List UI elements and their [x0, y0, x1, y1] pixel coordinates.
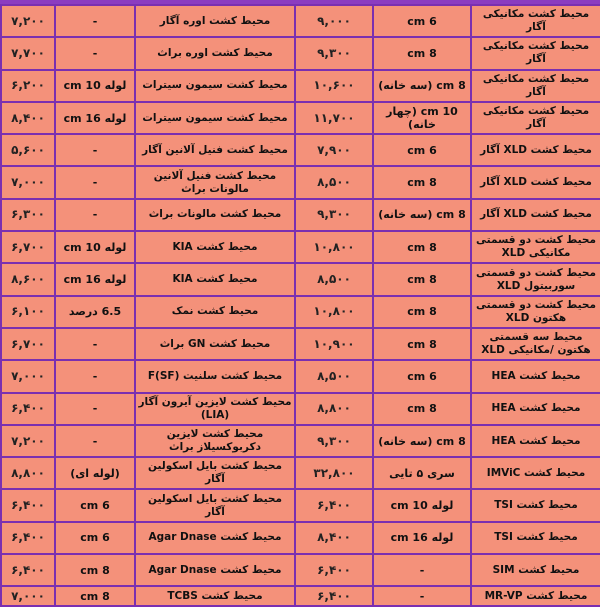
right-price: ۱۰,۸۰۰ — [295, 296, 373, 328]
right-price: ۶,۴۰۰ — [295, 586, 373, 606]
right-size: 8 cm (سه خانه) — [373, 425, 471, 457]
left-size: - — [55, 5, 135, 37]
right-price: ۳۲,۸۰۰ — [295, 457, 373, 489]
left-size: (لوله ای) — [55, 457, 135, 489]
right-product-name: محیط کشت MR-VP — [471, 586, 600, 606]
left-product-name: محیط کشت فنیل آلانین آگار — [135, 134, 295, 166]
left-product-name: محیط کشت سلنیت (SF)F — [135, 360, 295, 392]
left-size: 8 cm — [55, 586, 135, 606]
left-size: - — [55, 134, 135, 166]
left-price: ۷,۰۰۰ — [1, 360, 55, 392]
left-price: ۸,۸۰۰ — [1, 457, 55, 489]
right-size: - — [373, 586, 471, 606]
table-row — [1, 166, 600, 198]
left-product-name: محیط کشت فنیل آلانین مالونات براث — [135, 166, 295, 198]
left-product-name: محیط کشت KIA — [135, 231, 295, 263]
table-row — [1, 70, 600, 102]
left-price: ۶,۴۰۰ — [1, 522, 55, 554]
table-row — [1, 425, 600, 457]
table-row — [1, 360, 600, 392]
left-product-name: محیط کشت بایل اسکولین آگار — [135, 489, 295, 521]
right-price: ۹,۳۰۰ — [295, 425, 373, 457]
left-product-name: محیط کشت لایزین آیرون آگار (LIA) — [135, 393, 295, 425]
right-size: 6 cm — [373, 134, 471, 166]
right-size: 6 cm — [373, 360, 471, 392]
right-size: 8 cm (سه خانه) — [373, 70, 471, 102]
left-product-name: محیط کشت سیمون سیترات — [135, 70, 295, 102]
right-size: 8 cm — [373, 166, 471, 198]
left-price: ۷,۲۰۰ — [1, 5, 55, 37]
right-product-name: محیط کشت SIM — [471, 554, 600, 586]
right-price: ۸,۵۰۰ — [295, 263, 373, 295]
left-size: - — [55, 199, 135, 231]
right-product-name: محیط کشت TSI — [471, 489, 600, 521]
left-size: 8 cm — [55, 554, 135, 586]
left-price: ۷,۰۰۰ — [1, 586, 55, 606]
left-product-name: محیط کشت لایزین دکربوکسیلاز براث — [135, 425, 295, 457]
right-size: 8 cm — [373, 231, 471, 263]
left-size: لوله 10 cm — [55, 70, 135, 102]
right-price: ۸,۵۰۰ — [295, 360, 373, 392]
left-price: ۶,۱۰۰ — [1, 296, 55, 328]
table-row — [1, 328, 600, 360]
left-product-name: محیط کشت بایل اسکولین آگار — [135, 457, 295, 489]
right-product-name: محیط سه قسمتی هکتون /مکانیکی XLD — [471, 328, 600, 360]
left-price: ۶,۴۰۰ — [1, 489, 55, 521]
right-price: ۹,۳۰۰ — [295, 199, 373, 231]
right-product-name: محیط کشت مکانیکی آگار — [471, 70, 600, 102]
left-product-name: محیط کشت اوره براث — [135, 37, 295, 69]
right-price: ۸,۵۰۰ — [295, 166, 373, 198]
table-row — [1, 522, 600, 554]
right-size: 8 cm — [373, 393, 471, 425]
right-product-name: محیط کشت HEA — [471, 425, 600, 457]
right-price: ۱۱,۷۰۰ — [295, 102, 373, 134]
right-size: 10 cm (چهار خانه) — [373, 102, 471, 134]
right-size: 8 cm — [373, 37, 471, 69]
right-price: ۱۰,۸۰۰ — [295, 231, 373, 263]
left-price: ۶,۲۰۰ — [1, 70, 55, 102]
left-product-name: محیط کشت سیمون سیترات — [135, 102, 295, 134]
left-price: ۷,۷۰۰ — [1, 37, 55, 69]
left-size: - — [55, 166, 135, 198]
left-price: ۸,۶۰۰ — [1, 263, 55, 295]
left-price: ۷,۲۰۰ — [1, 425, 55, 457]
right-product-name: محیط کشت مکانیکی آگار — [471, 102, 600, 134]
right-size: 8 cm — [373, 263, 471, 295]
left-size: لوله 16 cm — [55, 263, 135, 295]
right-product-name: محیط کشت دو قسمتی هکتون XLD — [471, 296, 600, 328]
left-size: - — [55, 37, 135, 69]
left-size: لوله 10 cm — [55, 231, 135, 263]
left-price: ۷,۰۰۰ — [1, 166, 55, 198]
right-price: ۶,۴۰۰ — [295, 489, 373, 521]
price-table-body — [1, 5, 600, 606]
table-row — [1, 102, 600, 134]
left-size: 6 cm — [55, 489, 135, 521]
left-price: ۶,۷۰۰ — [1, 231, 55, 263]
left-product-name: محیط کشت Agar Dnase — [135, 554, 295, 586]
right-size: 8 cm (سه خانه) — [373, 199, 471, 231]
right-product-name: محیط کشت دو قسمتی سوربیتول XLD — [471, 263, 600, 295]
right-product-name: محیط کشت HEA — [471, 393, 600, 425]
left-product-name: محیط کشت نمک — [135, 296, 295, 328]
right-product-name: محیط کشت HEA — [471, 360, 600, 392]
left-size: 6 cm — [55, 522, 135, 554]
left-size: - — [55, 360, 135, 392]
right-price: ۸,۴۰۰ — [295, 522, 373, 554]
right-product-name: محیط کشت مکانیکی آگار — [471, 5, 600, 37]
table-row — [1, 586, 600, 606]
price-table — [0, 4, 600, 607]
table-row — [1, 231, 600, 263]
right-product-name: محیط کشت XLD آگار — [471, 166, 600, 198]
left-product-name: محیط کشت Agar Dnase — [135, 522, 295, 554]
left-price: ۶,۴۰۰ — [1, 393, 55, 425]
left-price: ۸,۴۰۰ — [1, 102, 55, 134]
left-size: لوله 16 cm — [55, 102, 135, 134]
table-row — [1, 37, 600, 69]
right-price: ۱۰,۹۰۰ — [295, 328, 373, 360]
right-size: 6 cm — [373, 5, 471, 37]
left-price: ۶,۳۰۰ — [1, 199, 55, 231]
right-price: ۷,۹۰۰ — [295, 134, 373, 166]
table-row — [1, 199, 600, 231]
table-row — [1, 393, 600, 425]
left-size: - — [55, 328, 135, 360]
right-size: - — [373, 554, 471, 586]
left-size: - — [55, 425, 135, 457]
right-product-name: محیط کشت IMViC — [471, 457, 600, 489]
right-size: 8 cm — [373, 328, 471, 360]
left-product-name: محیط کشت KIA — [135, 263, 295, 295]
right-product-name: محیط کشت XLD آگار — [471, 199, 600, 231]
table-row — [1, 263, 600, 295]
right-price: ۶,۴۰۰ — [295, 554, 373, 586]
table-row — [1, 134, 600, 166]
left-product-name: محیط کشت TCBS — [135, 586, 295, 606]
table-row — [1, 554, 600, 586]
left-size: - — [55, 393, 135, 425]
left-product-name: محیط کشت GN براث — [135, 328, 295, 360]
right-size: لوله 10 cm — [373, 489, 471, 521]
left-product-name: محیط کشت مالونات براث — [135, 199, 295, 231]
left-price: ۶,۴۰۰ — [1, 554, 55, 586]
right-price: ۹,۰۰۰ — [295, 5, 373, 37]
right-size: لوله 16 cm — [373, 522, 471, 554]
left-price: ۵,۶۰۰ — [1, 134, 55, 166]
right-product-name: محیط کشت دو قسمتی مکانیکی XLD — [471, 231, 600, 263]
right-price: ۹,۳۰۰ — [295, 37, 373, 69]
right-product-name: محیط کشت TSI — [471, 522, 600, 554]
table-row — [1, 457, 600, 489]
table-row — [1, 296, 600, 328]
left-product-name: محیط کشت اوره آگار — [135, 5, 295, 37]
left-price: ۶,۷۰۰ — [1, 328, 55, 360]
right-size: سری ۵ تایی — [373, 457, 471, 489]
left-size: 6.5 درصد — [55, 296, 135, 328]
right-price: ۸,۸۰۰ — [295, 393, 373, 425]
table-row — [1, 5, 600, 37]
right-product-name: محیط کشت XLD آگار — [471, 134, 600, 166]
right-price: ۱۰,۶۰۰ — [295, 70, 373, 102]
right-size: 8 cm — [373, 296, 471, 328]
table-row — [1, 489, 600, 521]
right-product-name: محیط کشت مکانیکی آگار — [471, 37, 600, 69]
